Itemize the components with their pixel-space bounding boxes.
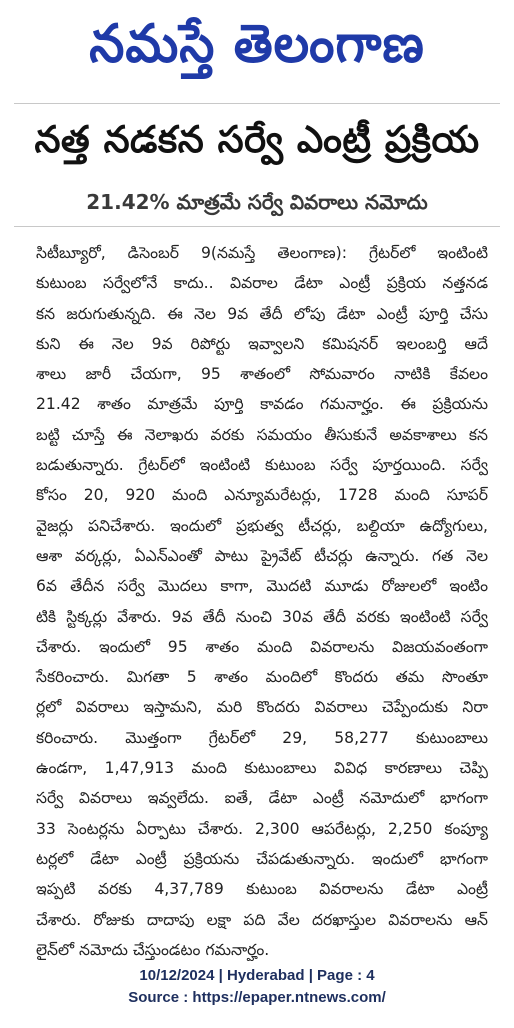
source-link[interactable]: Source : https://epaper.ntnews.com/	[128, 989, 386, 1006]
article-line: బట్టి చూస్తే ఈ నెలాఖరు వరకు సమయం తీసుకునే అవకాశాలు కన	[36, 425, 488, 444]
article-line: లైన్‌లో నమోదు చేస్తుండటం గమనార్హం.	[36, 940, 270, 959]
article-line: శాలు జారీ చేయగా, 95 శాతంలో సోమవారం నాటికి కేవలం	[36, 365, 488, 384]
article-line: కుని ఈ నెల 9వ రిపోర్టు ఇవ్వాలని కమిషనర్ ఇలంబర్తి ఆదే	[36, 334, 488, 353]
article-line: వైజర్లు పనిచేశారు. ఇందులో ప్రభుత్వ టీచర్లు, బల్దియా ఉద్యోగులు,	[36, 516, 488, 535]
article-line: చేశారు. రోజుకు దాదాపు లక్షా పది వేల దరఖాస్తుల వివరాలను ఆన్	[36, 910, 488, 929]
article-line: 6వ తేదీన సర్వే మొదలు కాగా, మొదటి మూడు రోజులలో ఇంటిం	[36, 577, 488, 596]
headline-divider	[14, 226, 500, 227]
edition-info: 10/12/2024 | Hyderabad | Page : 4	[139, 967, 375, 984]
article-line: చేశారు. ఇందులో 95 శాతం మంది వివరాలను విజయవంతంగా	[36, 637, 488, 656]
article-line: కోసం 20, 920 మంది ఎన్యూమరేటర్లు, 1728 మంది సూపర్	[36, 486, 488, 505]
page-footer	[0, 965, 514, 1009]
article-line: ఇప్పటి వరకు 4,37,789 కుటుంబ వివరాలను డేటా ఎంట్రీ	[36, 880, 488, 899]
article-line: సిటీబ్యూరో, డిసెంబర్ 9(నమస్తే తెలంగాణ): గ్రేటర్‌లో ఇంటింటి	[36, 244, 488, 262]
article-line: ఉండగా, 1,47,913 మంది కుటుంబాలు వివిధ కారణాలు చెప్పి	[36, 759, 488, 778]
masthead-title: నమస్తే తెలంగాణ	[89, 12, 425, 74]
article-line: టర్లలో డేటా ఎంట్రీ ప్రక్రియను చేపడుతున్నారు. ఇందులో భాగంగా	[36, 849, 488, 868]
article-subheadline: 21.42% మాత్రమే సర్వే వివరాలు నమోదు	[86, 190, 428, 214]
article-headline: నత్త నడకన సర్వే ఎంట్రీ ప్రక్రియ	[34, 118, 480, 161]
article-line: టికి స్టిక్కర్లు వేశారు. 9వ తేదీ నుంచి 30వ తేదీ వరకు ఇంటింటి సర్వే	[36, 607, 488, 626]
article-line: సేకరించారు. మిగతా 5 శాతం మందిలో కొందరు తమ సొంతూ	[36, 668, 488, 687]
masthead-divider	[14, 103, 500, 104]
article-line: ర్లలో వివరాలు ఇస్తామని, మరి కొందరు వివరాలు చెప్పేందుకు నిరా	[36, 698, 488, 717]
article-line: సర్వే వివరాలు ఇవ్వలేదు. ఐతే, డేటా ఎంట్రీ నమోదులో భాగంగా	[36, 789, 488, 808]
article-body	[36, 238, 488, 965]
article-line: కుటుంబ సర్వేలోనే కాదు.. వివరాల డేటా ఎంట్రీ ప్రక్రియ నత్తనడ	[36, 274, 488, 293]
article-line: 21.42 శాతం మాత్రమే పూర్తి కావడం గమనార్హం. ఈ ప్రక్రియను	[36, 395, 488, 414]
article-line: ఆశా వర్కర్లు, ఏఎన్‌ఎంతో పాటు ప్రైవేట్ టీచర్లు ఉన్నారు. గత నెల	[36, 546, 488, 565]
article-line: బడుతున్నారు. గ్రేటర్‌లో ఇంటింటి కుటుంబ సర్వే పూర్తయింది. సర్వే	[36, 456, 488, 475]
article-line: కన జరుగుతున్నది. ఈ నెల 9వ తేదీ లోపు డేటా ఎంట్రీ పూర్తి చేసు	[36, 304, 488, 323]
article-line: 33 సెంటర్లను ఏర్పాటు చేశారు. 2,300 ఆపరేటర్లు, 2,250 కంప్యూ	[36, 819, 488, 838]
newspaper-masthead	[0, 0, 514, 100]
article-line: కరించారు. మొత్తంగా గ్రేటర్‌లో 29, 58,277 కుటుంబాలు	[36, 728, 488, 747]
